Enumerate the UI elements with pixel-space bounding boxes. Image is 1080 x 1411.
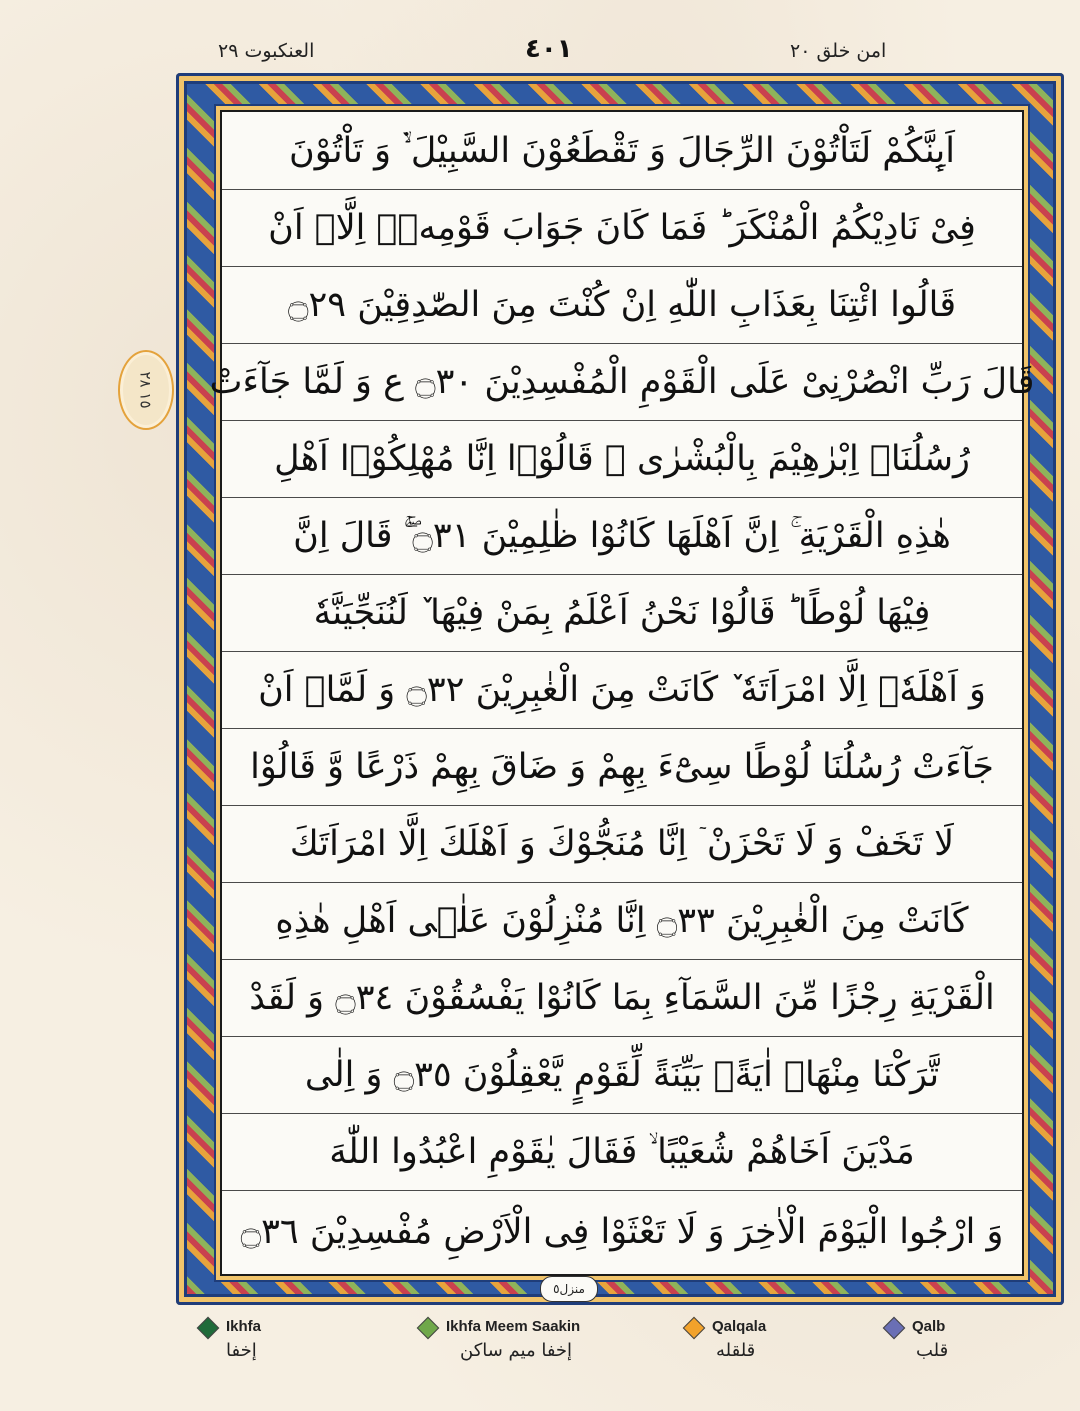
text-line: تَّرَكْنَا مِنْهَاۤ اٰیَةًۢ بَیِّنَةً لِّقَوْمٍ یَّعْقِلُوْنَ ۝٣٥ وَ اِلٰى [222,1036,1022,1114]
diamond-icon [683,1317,706,1340]
text-line: اَىِٕنَّكُمْ لَتَاْتُوْنَ الرِّجَالَ وَ تَقْطَعُوْنَ السَّبِيْلَ ۙ۬ وَ تَاْتُوْنَ [222,112,1022,190]
text-line: لَا تَخَفْ وَ لَا تَحْزَنْ ٙ اِنَّا مُنَجُّوْكَ وَ اَهْلَكَ اِلَّا امْرَاَتَكَ [222,805,1022,883]
diamond-icon [883,1317,906,1340]
tajweed-legend: Ikhfa إخفا Ikhfa Meem Saakin إخفا میم ساکن Qalqala قلقله Qalb قلب [0,1318,1080,1411]
text-line: هٰذِهِ الْقَرْیَةِ ۚ اِنَّ اَهْلَهَا كَانُوْا ظٰلِمِیْنَ ۝٣١ ۚۖ قَالَ اِنَّ [222,497,1022,575]
text-line: وَ ارْجُوا الْیَوْمَ الْاٰخِرَ وَ لَا تَعْثَوْا فِی الْاَرْضِ مُفْسِدِیْنَ ۝٣٦ [240,1212,1004,1252]
ruku-marker: ١٥ ٢٨ [118,350,174,430]
text-line: فِیْهَا لُوْطًا ؕ قَالُوْا نَحْنُ اَعْلَمُ بِمَنْ فِیْهَا ٚ لَنُنَجِّیَنَّهٗ [222,574,1022,652]
text-line: قَالَ رَبِّ انْصُرْنِیْ عَلَى الْقَوْمِ الْمُفْسِدِیْنَ ۝٣٠ ع وَ لَمَّا جَآءَتْ [222,343,1022,421]
text-line: فِیْ نَادِیْكُمُ الْمُنْكَرَ ؕ فَمَا كَانَ جَوَابَ قَوْمِهٖۤ اِلَّاۤ اَنْ [222,189,1022,267]
text-panel [209,110,1035,1276]
para-name: امن خلق ٢٠ [790,40,887,62]
text-line: الْقَرْیَةِ رِجْزًا مِّنَ السَّمَآءِ بِمَا كَانُوْا یَفْسُقُوْنَ ۝٣٤ وَ لَقَدْ [222,959,1022,1037]
text-line: مَدْیَنَ اَخَاهُمْ شُعَیْبًا ۙ فَقَالَ یٰقَوْمِ اعْبُدُوا اللّٰهَ [222,1113,1022,1191]
text-line: رُسُلُنَاۤ اِبْرٰهِیْمَ بِالْبُشْرٰى ۙ قَالُوْۤا اِنَّا مُهْلِكُوْۤا اَهْلِ [222,420,1022,498]
surah-name: العنکبوت ٢٩ [218,40,315,62]
text-line: قَالُوا ائْتِنَا بِعَذَابِ اللّٰهِ اِنْ كُنْتَ مِنَ الصّٰدِقِیْنَ ۝٢٩ [222,266,1022,344]
diamond-icon [417,1317,440,1340]
page-number: ٤٠١ [525,34,573,64]
text-line: جَآءَتْ رُسُلُنَا لُوْطًا سِیْٓءَ بِهِمْ وَ ضَاقَ بِهِمْ ذَرْعًا وَّ قَالُوْا [222,728,1022,806]
text-line: وَ اَهْلَهٗۤ اِلَّا امْرَاَتَهٗ ٚ كَانَتْ مِنَ الْغٰبِرِیْنَ ۝٣٢ وَ لَمَّاۤ اَنْ [222,651,1022,729]
manzil-label: منزل٥ [540,1276,598,1302]
text-line: كَانَتْ مِنَ الْغٰبِرِیْنَ ۝٣٣ اِنَّا مُنْزِلُوْنَ عَلٰۤى اَهْلِ هٰذِهِ [222,882,1022,960]
diamond-icon [197,1317,220,1340]
